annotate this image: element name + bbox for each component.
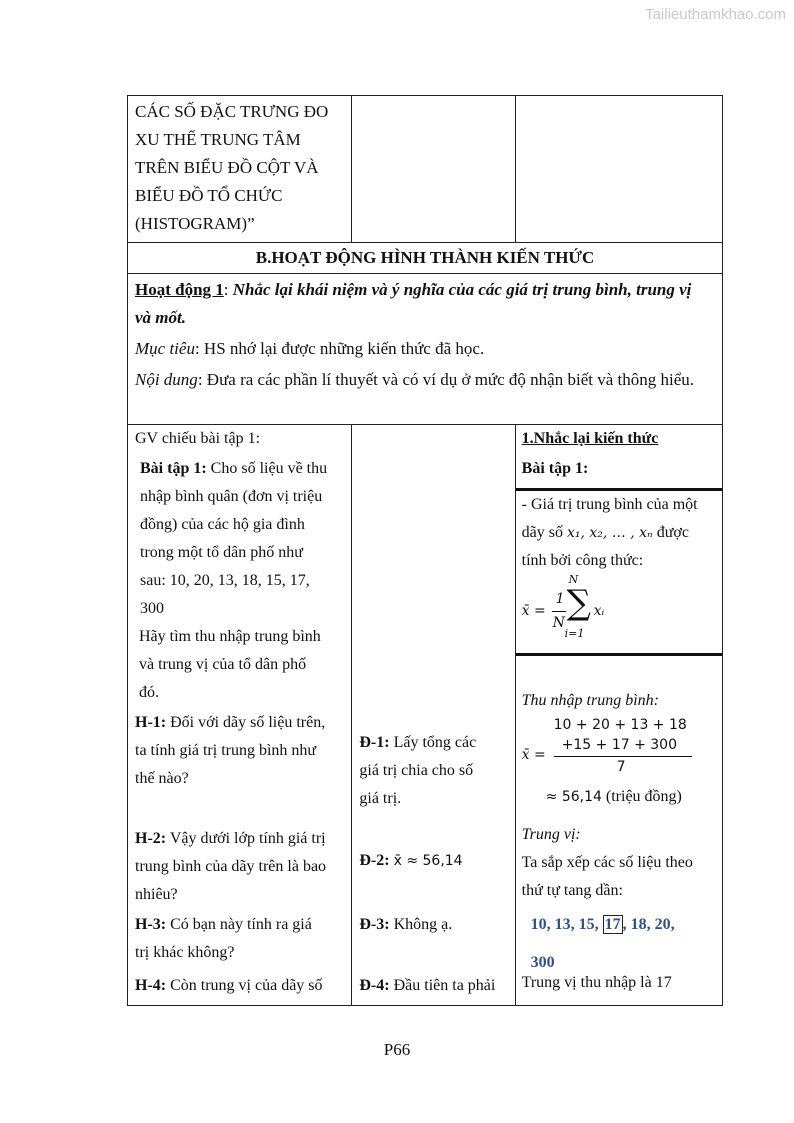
h1-line: ta tính giá trị trung bình như [135,742,317,759]
question-h3 [135,911,312,967]
title-line: TRÊN BIỂU ĐỒ CỘT VÀ [135,158,319,177]
formula-lhs: x̄ = [521,603,546,619]
ask-line: và trung vị của tổ dân phố [139,656,307,673]
d1-label: Đ-1: [359,734,390,751]
title-line: XU THẾ TRUNG TÂM [135,130,301,149]
calc-num-1: 10 + 20 + 13 + 18 [553,717,687,733]
title-line: (HISTOGRAM)” [135,214,255,233]
median-label: Trung vị: [521,826,581,843]
d3-text: Không ạ. [389,916,453,933]
title-line: BIỂU ĐỒ TỔ CHỨC [135,186,283,205]
h3-line: trị khác không? [135,944,235,961]
h2-line: Vậy dưới lớp tính giá trị [166,830,326,847]
h2-line: trung bình của dãy trên là bao [135,858,327,875]
formula-den: N [552,615,565,631]
activity-title-cont: và mốt. [135,308,186,327]
d4-text: Đầu tiên ta phải [389,977,496,994]
exercise-line: nhập bình quân (đơn vị triệu [140,488,323,505]
calc-den: 7 [616,759,626,775]
teacher-intro: GV chiếu bài tập 1: [135,430,261,447]
mean-definition [522,491,698,575]
sorted-last: 300 [530,954,555,971]
calc-num-2: +15 + 17 + 300 [561,737,677,753]
lesson-table [127,95,723,1006]
main-row [128,425,723,1006]
goal-text: : HS nhớ lại được những kiến thức đã học. [194,339,485,358]
mean-line: - Giá trị trung bình của một [521,496,698,513]
section-row [128,243,723,274]
d2-label: Đ-2: [359,852,390,869]
d3-label: Đ-3: [359,916,390,933]
activity-sep: : [223,280,233,299]
income-formula [522,717,722,777]
sort-line: thứ tự tang dần: [521,882,623,899]
title-line: CÁC SỐ ĐẶC TRƯNG ĐO [135,102,329,121]
answer-d2 [359,847,462,875]
answer-d4 [359,972,495,1000]
ask-line: Hãy tìm thu nhập trung bình [139,628,321,645]
formula-num: 1 [555,591,565,607]
calc-lhs: x̄ = [521,747,546,763]
exercise-line: 300 [140,600,164,617]
knowledge-ex-label-text: Bài tập 1: [521,460,589,477]
exercise-line: đồng) của các hộ gia đình [140,516,305,533]
mean-line: tính bởi công thức: [521,552,644,569]
answer-d3 [359,911,452,939]
exercise-line: trong một tổ dân phố như [140,544,303,561]
activity-cell [128,274,723,425]
content-text: : Đưa ra các phần lí thuyết và có ví dụ ở mức độ nhận biết và thông hiểu. [197,370,695,389]
knowledge-column [515,425,722,1006]
question-h2 [135,825,326,909]
h4-label: H-4: [135,977,167,994]
h2-line: nhiêu? [135,886,178,903]
question-h4 [135,972,323,1000]
median-result: Trung vị thu nhập là 17 [521,974,672,991]
h1-line: thế nào? [135,770,189,787]
sequence: x₁, x₂, … , xₙ [566,525,653,541]
knowledge-heading [522,425,659,453]
exercise-line: Cho số liệu về thu [206,460,328,477]
mean-formula [521,573,712,647]
median-highlight: 17 [604,916,621,933]
exercise-text [140,455,327,623]
h1-label: H-1: [135,714,167,731]
teacher-column [128,425,352,1006]
formula-term: xᵢ [593,603,605,619]
d1-line: giá trị. [359,790,402,807]
empty-cell [352,96,515,243]
d4-label: Đ-4: [359,977,390,994]
activity-row [128,274,723,425]
student-column [352,425,515,1006]
sorted-values: 10, 13, 15, 17 , 18, 20, [530,916,675,933]
ask-line: đó. [139,684,159,701]
goal-label: Mục tiêu [135,339,195,358]
sigma-top: N [568,573,579,586]
sigma-bottom: i=1 [564,627,585,640]
activity-label: Hoạt động 1 [135,280,224,299]
empty-cell [515,96,722,243]
title-row [128,96,723,243]
sigma-symbol: ∑ [566,583,591,623]
d1-line: Lấy tổng các [389,734,477,751]
h4-line: Còn trung vị của dãy số [166,977,323,994]
d1-line: giá trị chia cho số [359,762,474,779]
h2-label: H-2: [135,830,167,847]
h3-label: H-3: [135,916,167,933]
sort-line: Ta sắp xếp các số liệu theo [521,854,693,871]
h3-line: Có bạn này tính ra giá [166,916,312,933]
knowledge-heading-text: 1.Nhắc lại kiến thức [521,430,659,447]
activity-title: Nhắc lại khái niệm và ý nghĩa của các giá trị trung bình, trung vị [232,280,692,299]
divider [516,653,722,656]
knowledge-ex-label [522,455,589,483]
calc-result: ≈ 56,14 (triệu đồng) [545,788,682,805]
page-number: P66 [383,1040,411,1059]
lesson-title-cell [128,96,352,243]
exercise-ask [139,623,321,707]
exercise-line: sau: 10, 20, 13, 18, 15, 17, [140,572,310,589]
mean-line: dãy số x₁, x₂, … , xₙ được [521,524,689,541]
content-label: Nội dung [135,370,198,389]
sort-text [522,849,693,905]
section-title: B.HOẠT ĐỘNG HÌNH THÀNH KIẾN THỨC [128,243,723,274]
h1-line: Đối với dãy số liệu trên, [166,714,326,731]
answer-d1 [359,729,476,813]
watermark: Tailieuthamkhao.com [645,6,786,23]
exercise-label: Bài tập 1: [140,460,207,477]
d2-text: x̄ ≈ 56,14 [393,853,463,869]
question-h1 [135,709,325,793]
income-label: Thu nhập trung bình: [521,692,659,709]
